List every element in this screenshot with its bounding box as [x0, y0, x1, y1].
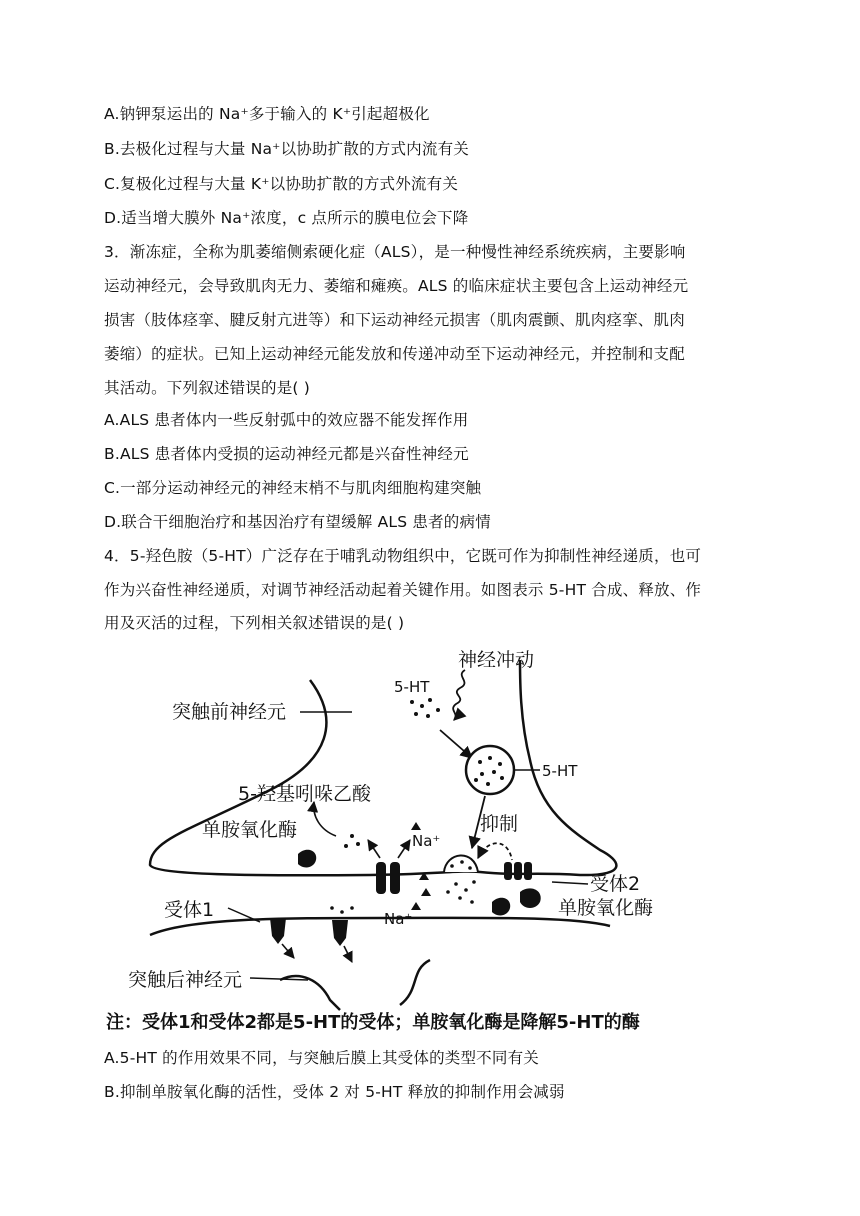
q2-option-a: A.钠钾泵运出的 Na⁺多于输入的 K⁺引起超极化 [104, 105, 430, 123]
postsynaptic-membrane-lower [280, 960, 430, 1010]
label-mao-left: 单胺氧化酶 [202, 819, 298, 841]
postsynaptic-membrane [150, 918, 610, 935]
label-5ht-top: 5-HT [394, 678, 430, 696]
label-receptor-2: 受体2 [590, 873, 641, 895]
q4-option-a: A.5-HT 的作用效果不同，与突触后膜上其受体的类型不同有关 [104, 1049, 539, 1067]
label-metabolite: 5-羟基吲哚乙酸 [238, 783, 371, 805]
q3-stem-line: 损害（肢体痉挛、腱反射亢进等）和下运动神经元损害（肌肉震颤、肌肉痉挛、肌肉 [104, 311, 685, 329]
label-nerve-impulse: 神经冲动 [458, 649, 535, 671]
q3-option-c: C.一部分运动神经元的神经末梢不与肌肉细胞构建突触 [104, 479, 482, 497]
mao-right-shape-1 [492, 898, 510, 916]
label-5ht-right: 5-HT [542, 762, 578, 780]
metabolite-dots [344, 834, 360, 848]
exocytosis-site [444, 855, 478, 872]
label-postsynaptic-neuron: 突触后神经元 [128, 969, 243, 991]
synapse-figure [100, 640, 680, 1040]
q3-option-d: D.联合干细胞治疗和基因治疗有望缓解 ALS 患者的病情 [104, 513, 491, 531]
q4-option-b: B.抑制单胺氧化酶的活性，受体 2 对 5-HT 释放的抑制作用会减弱 [104, 1083, 565, 1101]
q4-stem-line: 作为兴奋性神经递质，对调节神经活动起着关键作用。如图表示 5-HT 合成、释放、作 [104, 581, 702, 599]
transporter-shape [376, 862, 400, 894]
q3-option-a: A.ALS 患者体内一些反射弧中的效应器不能发挥作用 [104, 411, 469, 429]
label-mao-right: 单胺氧化酶 [558, 897, 654, 919]
mao-left-shape [298, 850, 316, 868]
nerve-impulse-arrow [453, 670, 465, 720]
receptor-1-shapes [270, 918, 348, 946]
q3-stem-line: 运动神经元，会导致肌肉无力、萎缩和瘫痪。ALS 的临床症状主要包含上运动神经元 [104, 277, 689, 295]
q2-option-c: C.复极化过程与大量 K⁺以协助扩散的方式外流有关 [104, 175, 459, 193]
q3-option-b: B.ALS 患者体内受损的运动神经元都是兴奋性神经元 [104, 445, 469, 463]
q2-option-d: D.适当增大膜外 Na⁺浓度，c 点所示的膜电位会下降 [104, 209, 469, 227]
label-receptor-1: 受体1 [164, 899, 215, 921]
metabolite-arrow [314, 802, 336, 836]
q2-option-b: B.去极化过程与大量 Na⁺以协助扩散的方式内流有关 [104, 140, 469, 158]
q3-stem-line: 萎缩）的症状。已知上运动神经元能发放和传递冲动至下运动神经元，并控制和支配 [104, 345, 685, 363]
q3-stem-line: 3．渐冻症，全称为肌萎缩侧索硬化症（ALS），是一种慢性神经系统疾病，主要影响 [104, 243, 686, 261]
figure-note: 注：受体1和受体2都是5-HT的受体；单胺氧化酶是降解5-HT的酶 [106, 1012, 640, 1033]
five-ht-dots-top [410, 698, 440, 718]
q3-stem-line: 其活动。下列叙述错误的是( ) [104, 379, 311, 397]
label-presynaptic-neuron: 突触前神经元 [172, 701, 287, 723]
mao-right-shape-2 [520, 888, 541, 908]
synaptic-vesicle [466, 746, 514, 794]
q4-stem-line: 用及灭活的过程，下列相关叙述错误的是( ) [104, 614, 405, 632]
receptor-2-shape [504, 862, 532, 880]
inhibition-arc [478, 843, 512, 860]
q4-stem-line: 4．5-羟色胺（5-HT）广泛存在于哺乳动物组织中，它既可作为抑制性神经递质，也可 [104, 547, 702, 565]
label-na-bottom: Na⁺ [384, 910, 413, 928]
label-na-top: Na⁺ [412, 832, 441, 850]
label-inhibit: 抑制 [480, 813, 519, 835]
